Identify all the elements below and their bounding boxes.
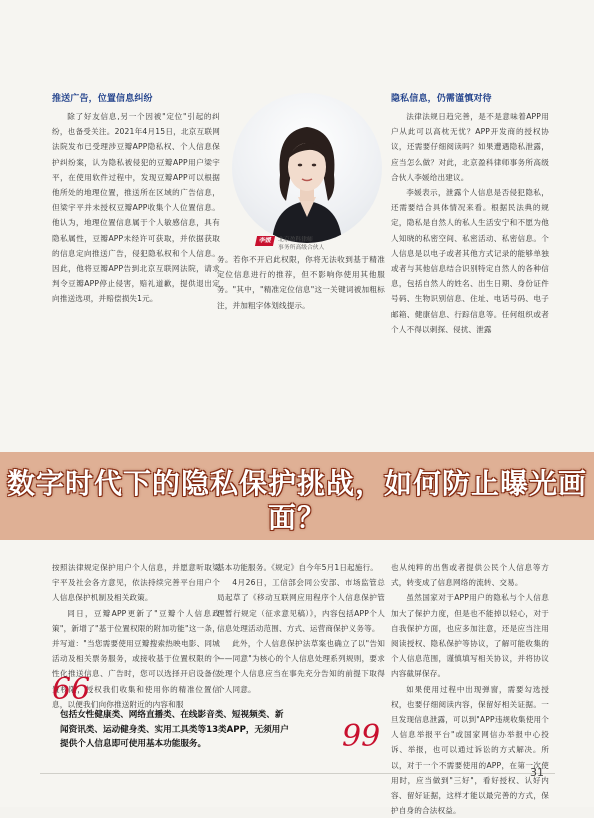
middle-column-lower xyxy=(217,560,385,697)
left-column xyxy=(52,92,220,307)
paragraph: 同日，豆瓣APP更新了"豆瓣个人信息政策"，新增了"基于位置权限的附加功能"这一条，并写道："当您需要使用豆瓣搜索热映电影、同城活动及相关票务服务，或接收基于位置权限的个性化推送信息、广告时，您可以选择开启设备位置权限，授权我们收集和使用你的精准位置信息，以便我们向你推送附近的内容和服 xyxy=(52,608,220,709)
paragraph: 此外，个人信息保护法草案也确立了以"告知——同意"为核心的个人信息处理系列规则，要求处理个人信息应当在事先充分告知的前提下取得个人同意。 xyxy=(217,639,385,694)
right-column-lower xyxy=(391,560,549,818)
close-quote-icon: 99 xyxy=(342,719,381,754)
section-heading-ads-location: 推送广告，位置信息纠纷 xyxy=(52,94,153,104)
paragraph: 除了好友信息,另一个因被"定位"引起的纠纷，也备受关注。2021年4月15日，北京互联网法院发布已受理涉豆瓣APP隐私权、个人信息保护纠纷案，认为隐私被侵犯的豆瓣APP用户梁宇平，在使用软件过程中，发现豆瓣APP可以根据他所处的地理位置，推送所在区域的广告信息，但梁宇平并未授权豆瓣APP收集个人位置信息。他认为，地理位置信息属于个人敏感信息，具有隐私属性，豆瓣APP未经许可获取，并依据获取的信息定向推送广告，侵犯隐私权和个人信息。因此，他将豆瓣APP告到北京互联网法院，请求判令豆瓣APP停止侵害，赔礼道歉，提供退出定向推送选项，并赔偿损失1元。 xyxy=(52,112,220,304)
name-tag: 李媛 xyxy=(255,236,275,246)
paragraph: 也从纯粹的出售或者提供公民个人信息等方式，转变成了信息网络的流转、交易。 xyxy=(391,563,549,588)
paragraph: 基本功能服务。《规定》自今年5月1日起施行。 xyxy=(217,563,379,572)
caption-line: 事务所高级合伙人 xyxy=(278,245,325,251)
caption-line: 北京盈科律师 xyxy=(278,237,313,243)
paragraph: 务。若你不开启此权限，你将无法收到基于精准定位信息进行的推荐，但不影响你使用其他服务。"其中，"精准定位信息"这一关键词被加粗标注，并加粗字体划线提示。 xyxy=(217,255,385,310)
paragraph: 如果使用过程中出现弹窗，需要勾选授权，也要仔细阅读内容，保留好相关证据。一旦发现信息泄露，可以到"APP违规收集使用个人信息举报平台"或国家网信办举报中心投诉、举报，也可以通过诉讼的方式解决。所以，对于一个不需要使用的APP，在第一次使用时，应当做到"三好"，看好授权、认好内容、留好证据，这样才能以最完善的方式，保护自身的合法权益。 xyxy=(391,684,549,816)
caption-text xyxy=(278,236,324,252)
pull-quote: 包括女性健康类、网络直播类、在线影音类、短视频类、新闻资讯类、运动健身类、实用工具类等13类APP，无须用户提供个人信息即可使用基本功能服务。 xyxy=(60,710,289,750)
paragraph: 法律法规日趋完善，是不是意味着APP用户从此可以高枕无忧？APP开发商的授权协议，还需要仔细阅读吗？如果遭遇隐私泄露，应当怎么做？对此，北京盈科律师事务所高级合伙人李媛给出建议。 xyxy=(391,112,549,182)
paragraph: 4月26日，工信部会同公安部、市场监管总局起草了《移动互联网应用程序个人信息保护管理暂行规定（征求意见稿）》，内容包括APP个人信息处理活动范围、方式、运营商保护义务等。 xyxy=(217,578,385,633)
open-quote-icon: 66 xyxy=(52,672,91,707)
middle-column xyxy=(217,252,385,313)
paragraph: 按照法律规定保护用户个人信息，并愿意听取梁宇平及社会各方意见，依法持续完善平台用户个人信息保护机制及相关政策。 xyxy=(52,563,220,603)
portrait-illustration xyxy=(232,93,382,243)
portrait-caption xyxy=(256,236,324,252)
paragraph: 虽然国家对于APP用户的隐私与个人信息加大了保护力度，但是也不能掉以轻心，对于自我保护方面，也应多加注意，还是应当注用阅读授权、隐私保护等协议，了解可能收集的个人信息范围，谨慎填写相关协议，并将协议内容截屏保存。 xyxy=(391,593,549,679)
paragraph: 李媛表示，泄露个人信息是否侵犯隐私，还需要结合具体情况来看。根据民法典的规定，隐私是自然人的私人生活安宁和不愿为他人知晓的私密空间、私密活动、私密信息。个人信息是以电子或者其他方式记录的能够单独或者与其他信息结合识别特定自然人的各种信息，包括自然人的姓名、出生日期、身份证件号码、生物识别信息、住址、电话号码、电子邮箱、健康信息、行踪信息等。任何组织或者个人不得以刺探、侵扰、泄露 xyxy=(391,188,549,334)
footer-divider xyxy=(40,773,555,774)
page-number: 31 xyxy=(530,766,544,779)
section-heading-privacy: 隐私信息，仍需谨慎对待 xyxy=(391,94,492,104)
right-column xyxy=(391,92,549,337)
overlay-title: 数字时代下的隐私保护挑战，如何防止曝光画面？ xyxy=(6,467,587,534)
author-portrait xyxy=(232,93,382,243)
